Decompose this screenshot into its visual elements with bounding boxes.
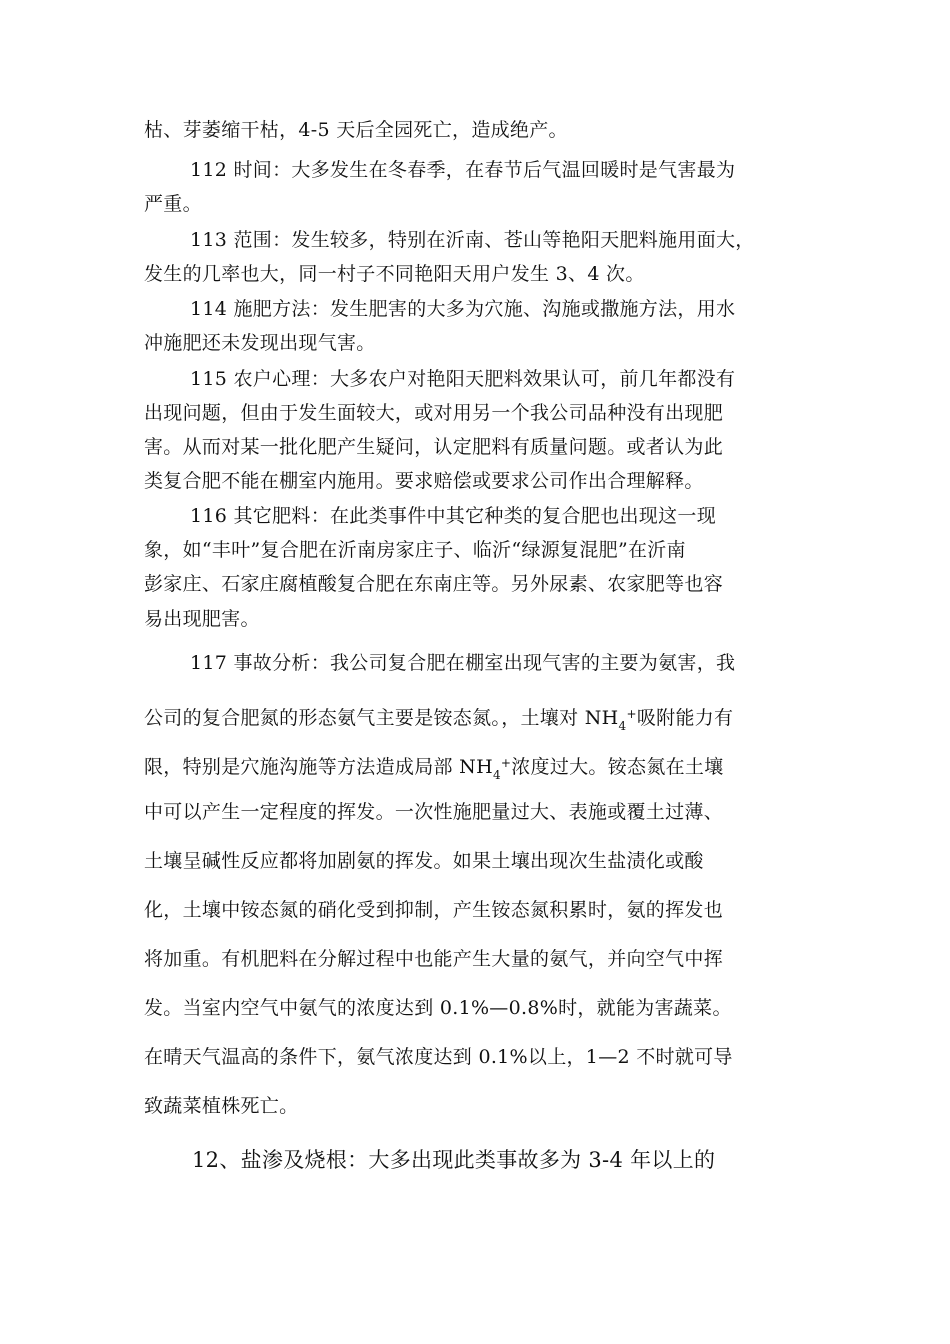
paragraph-117-line <box>144 701 733 739</box>
paragraph-115-line: 出现问题，但由于发生面较大，或对用另一个我公司品种没有出现肥 <box>144 402 724 424</box>
paragraph-117-line: 致蔬菜植株死亡。 <box>144 1095 299 1117</box>
paragraph-112-line: 112 时间：大多发生在冬春季，在春节后气温回暖时是气害最为 <box>190 159 736 181</box>
text-span: 浓度过大。铵态氮在土壤 <box>511 756 724 778</box>
paragraph-116-line: 象，如“丰叶”复合肥在沂南房家庄子、临沂“绿源复混肥”在沂南 <box>144 539 686 561</box>
subscript: 4 <box>492 768 501 782</box>
paragraph-117-line: 化，土壤中铵态氮的硝化受到抑制，产生铵态氮积累时，氨的挥发也 <box>144 899 724 921</box>
paragraph-117-line: 将加重。有机肥料在分解过程中也能产生大量的氨气，并向空气中挥 <box>144 948 724 970</box>
paragraph-115-line: 类复合肥不能在棚室内施用。要求赔偿或要求公司作出合理解释。 <box>144 470 704 492</box>
paragraph-114-line: 冲施肥还未发现出现气害。 <box>144 332 376 354</box>
paragraph-112-line: 严重。 <box>144 193 202 215</box>
superscript: + <box>500 756 512 770</box>
text-line: 枯、芽萎缩干枯，4-5 天后全园死亡，造成绝产。 <box>144 119 568 141</box>
text-span: 吸附能力有 <box>636 707 734 729</box>
paragraph-117-line: 117 事故分析：我公司复合肥在棚室出现气害的主要为氨害，我 <box>190 652 736 674</box>
section-12-heading: 12、盐渗及烧根：大多出现此类事故多为 3-4 年以上的 <box>192 1148 716 1172</box>
superscript: + <box>626 707 637 721</box>
paragraph-117-line: 土壤呈碱性反应都将加剧氨的挥发。如果土壤出现次生盐渍化或酸 <box>144 850 704 872</box>
text-span: 公司的复合肥氮的形态氨气主要是铵态氮。，土壤对 NH <box>144 707 619 729</box>
paragraph-113-line: 113 范围：发生较多，特别在沂南、苍山等艳阳天肥料施用面大， <box>190 229 755 251</box>
paragraph-117-line: 在晴天气温高的条件下，氨气浓度达到 0.1%以上，1—2 不时就可导 <box>144 1046 733 1068</box>
paragraph-116-line: 116 其它肥料：在此类事件中其它种类的复合肥也出现这一现 <box>190 505 717 527</box>
paragraph-117-line: 发。当室内空气中氨气的浓度达到 0.1%—0.8%时，就能为害蔬菜。 <box>144 997 732 1019</box>
paragraph-116-line: 易出现肥害。 <box>144 608 260 630</box>
paragraph-117-line: 中可以产生一定程度的挥发。一次性施肥量过大、表施或覆土过薄、 <box>144 801 724 823</box>
paragraph-117-line <box>144 750 724 788</box>
paragraph-115-line: 害。从而对某一批化肥产生疑问，认定肥料有质量问题。或者认为此 <box>144 436 724 458</box>
paragraph-113-line: 发生的几率也大，同一村子不同艳阳天用户发生 3、4 次。 <box>144 263 645 285</box>
paragraph-115-line: 115 农户心理：大多农户对艳阳天肥料效果认可，前几年都没有 <box>190 368 736 390</box>
paragraph-116-line: 彭家庄、石家庄腐植酸复合肥在东南庄等。另外尿素、农家肥等也容 <box>144 573 724 595</box>
paragraph-114-line: 114 施肥方法：发生肥害的大多为穴施、沟施或撒施方法，用水 <box>190 298 736 320</box>
text-span: 限，特别是穴施沟施等方法造成局部 NH <box>144 756 493 778</box>
subscript: 4 <box>618 719 627 733</box>
